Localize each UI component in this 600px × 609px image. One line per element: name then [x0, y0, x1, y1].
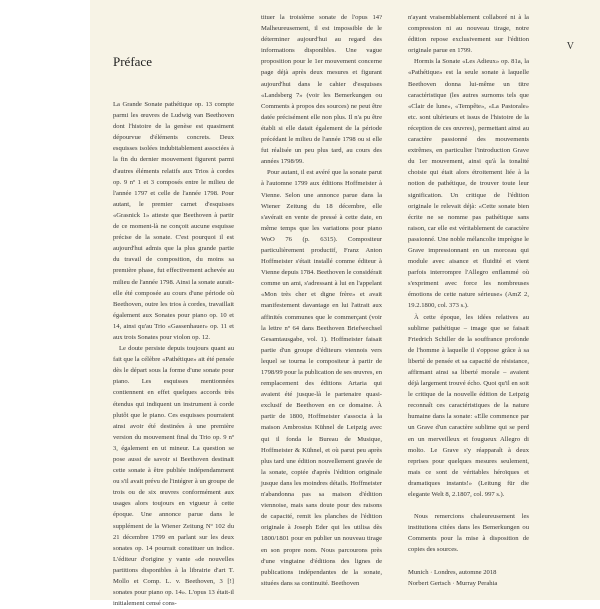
closing-note: Nous remercions chaleureusement les institutions citées dans les Bemerkungen ou Comments pour la mise à disposition de copies des sources. — [408, 513, 529, 554]
page-number: V — [566, 41, 574, 52]
signature-block — [408, 567, 529, 589]
paragraph: Le doute persiste depuis toujours quant au fait que la célèbre «Pathétique» ait été pensée dès le départ sous la forme d'une sonate pour piano. Les esquisses mentionnées contiennent en effet quelques accords très étendus qui indiquent un instrument à corde plutôt que le piano. Ces esquisses pourraient ainsi avoir été destinées à une première version du mouvement final du Trio op. 9 nº 3, également en ut mineur. La question se pose aussi de savoir si Beethoven destinait cette sonate à être publiée indépendamment ou s'il avait prévu de l'intégrer à un groupe de trois ou de six œuvres conformément aux usages alors toujours en vigueur à cette époque. Une annonce parue dans le supplément de la Wiener Zeitung Nº 102 du 21 décembre 1799 en parlant sur les deux sonates op. 14 pourrait constituer un indice. L'éditeur d'origine y vante «de nouvelles partitions disponibles à la librairie d'art T. Mollo et Comp. L. v. Beethoven, 3 [!] sonates pour piano op. 14». L'opus 13 était-il initialement censé cons- — [113, 345, 234, 608]
paragraph: À cette époque, les idées relatives au sublime pathétique – image que se faisait Friedrich Schiller de la souffrance profonde de l'homme à laquelle il s'oppose grâce à sa liberté de pensée et sa capacité de résistance, affirmant ainsi sa liberté morale – avaient déjà largement trouvé écho. Quoi qu'il en soit le critique de la nouvelle édition de Leipzig reconnaît ces caractéristiques de la nature humaine dans la sonate: «Elle commence par un Grave d'un caractère sublime qui se perd en un merveilleux et fougueux Allegro di molto. Le Grave s'y réapparaît à deux reprises pour quelques mesures seulement, mais ce sont de véritables héroïques et dramatiques instants!» (Leitung für die elegante Welt 8, 2.1807, col. 997 s.). — [408, 313, 529, 499]
text-column-3 — [408, 12, 529, 590]
page-title: Préface — [113, 54, 152, 69]
paragraph: Hormis la Sonate «Les Adieux» op. 81a, la «Pathétique» est la seule sonate à laquelle Beethoven donna lui-même un titre caractéristique (les autres surnoms tels que «Clair de lune», «Tempête», «La Pastorale» etc. sont ultérieurs et issus de l'histoire de la réception de ces œuvres), permettant ainsi au caractère passionné des mouvements extrêmes, en particulier l'introduction Grave du 1er mouvement, ainsi qu'à la tonalité choisie qui était alors étroitement liée à la notion de pathétique, de trouver toute leur signification. Un critique de l'édition originale le relevait déjà: «Cette sonate bien écrite ne se nomme pas pathétique sans raison, car elle est véritablement de caractère passionné. Une noble mélancolie imprègne le Grave impressionnant en un morceau qui module avec aisance et fluidité et vient parfois interrompre l'Allegro enflammé où s'expriment avec force les nombreuses émotions de cette nature sérieuse» (AmZ 2, 19.2.1800, col. 373 s.). — [408, 58, 529, 310]
paragraph: La Grande Sonate pathétique op. 13 compte parmi les œuvres de Ludwig van Beethoven dont l'histoire de la genèse est quasiment dépourvue d'éléments concrets. Deux esquisses isolées indubitablement associées à la fin du dernier mouvement figurent parmi d'autres éléments relatifs aux Trios à cordes op. 9 nº 1 et 3 composés entre le milieu de l'année 1797 et celle de l'année 1798. Pour autant, le premier carnet d'esquisses «Grasnick 1» atteste que Beethoven à partir de ce moment-là ne conçoit aucune esquisse précise de la sonate. C'est pourquoi il est aujourd'hui admis que la plus grande partie du travail de composition, du moins sa première phase, fut effectivement achevée au milieu de l'année 1798. Ainsi la sonate aurait-elle été composée au cours d'une période où Beethoven, outre les trios à cordes, travaillait également aux Sonates pour piano op. 10 et 14, ainsi qu'au Trio «Gassenhauer» op. 11 et aux trois Sonates pour violon op. 12. — [113, 101, 234, 341]
text-column-2 — [261, 12, 382, 590]
paragraph: tituer la troisième sonate de l'opus 14? Malheureusement, il est impossible de le déterminer aujourd'hui au regard des informations disponibles. Une vague proposition pour le 1er mouvement concerne page déjà après deux mesures et figurant aujourd'hui dans le cahier d'esquisses «Landsberg 7» (voir les Bemerkungen ou Comments à propos des sources) ne peut être datée précisément elle non plus. Il n'a pu être établi si elle datait également de la période précédant le milieu de l'année 1798 ou si elle fut réalisée un peu plus tard, au cours des années 1798/99. — [261, 14, 382, 166]
text-column-1 — [113, 99, 234, 608]
place-date: Munich · Londres, automne 2018 — [408, 568, 497, 576]
authors: Norbert Gertsch · Murray Perahia — [408, 579, 498, 587]
paragraph: Pour autant, il est avéré que la sonate parut à l'automne 1799 aux éditions Hoffmeister à Vienne. Selon une annonce parue dans la Wiener Zeitung du 18 décembre, elle s'avérait en vente de pressé à cette date, en même temps que les variations pour piano WoO 76 (p. 6315). Compositeur particulièrement productif, Franz Anton Hoffmeister s'était installé comme éditeur à Vienne depuis 1784. Beethoven le considérait comme un ami, s'adressant à lui en l'appelant «Mon très cher et digne frère» et avait manifestement davantage en lui l'attrait aux affinités communes que le commerçant (voir la lettre nº 64 dans Beethoven Briefwechsel Gesamtausgabe, vol. 1). Hoffmeister faisait partie d'un groupe d'éditeurs viennois vers lequel se tourna le compositeur à partir de 1798/99 pour la publication de ses œuvres, en remplacement des éditions Artaria qui avaient été jusque-là le partenaire quasi-exclusif de Beethoven en ce domaine. À partir de 1800, Hoffmeister s'associa à la maison Ambrosius Kühnel de Leipzig avec qui il fonda le Bureau de Musique, Hoffmeister & Kühnel, et où parut peu après plus tard une édition nouvellement gravée de la sonate, copiée d'après l'édition originale jusque dans les moindres détails. Hoffmeister n'abandonna pas sa maison d'édition viennoise, mais sans doute pour des raisons de capacité, remit les planches de l'édition originale à Joseph Eder qui les utilisa dès 1800/1801 pour en publier un nouveau tirage en son propre nom. Nous parcourons près d'une vingtaine d'éditions des lignes de publications indépendantes de la sonate, situées dans sa continuité. Beethoven — [261, 169, 382, 587]
paragraph: n'ayant vraisemblablement collaboré ni à la compression ni au nouveau tirage, notre édition repose exclusivement sur l'édition originale parue en 1799. — [408, 14, 529, 55]
document-page — [90, 0, 600, 608]
